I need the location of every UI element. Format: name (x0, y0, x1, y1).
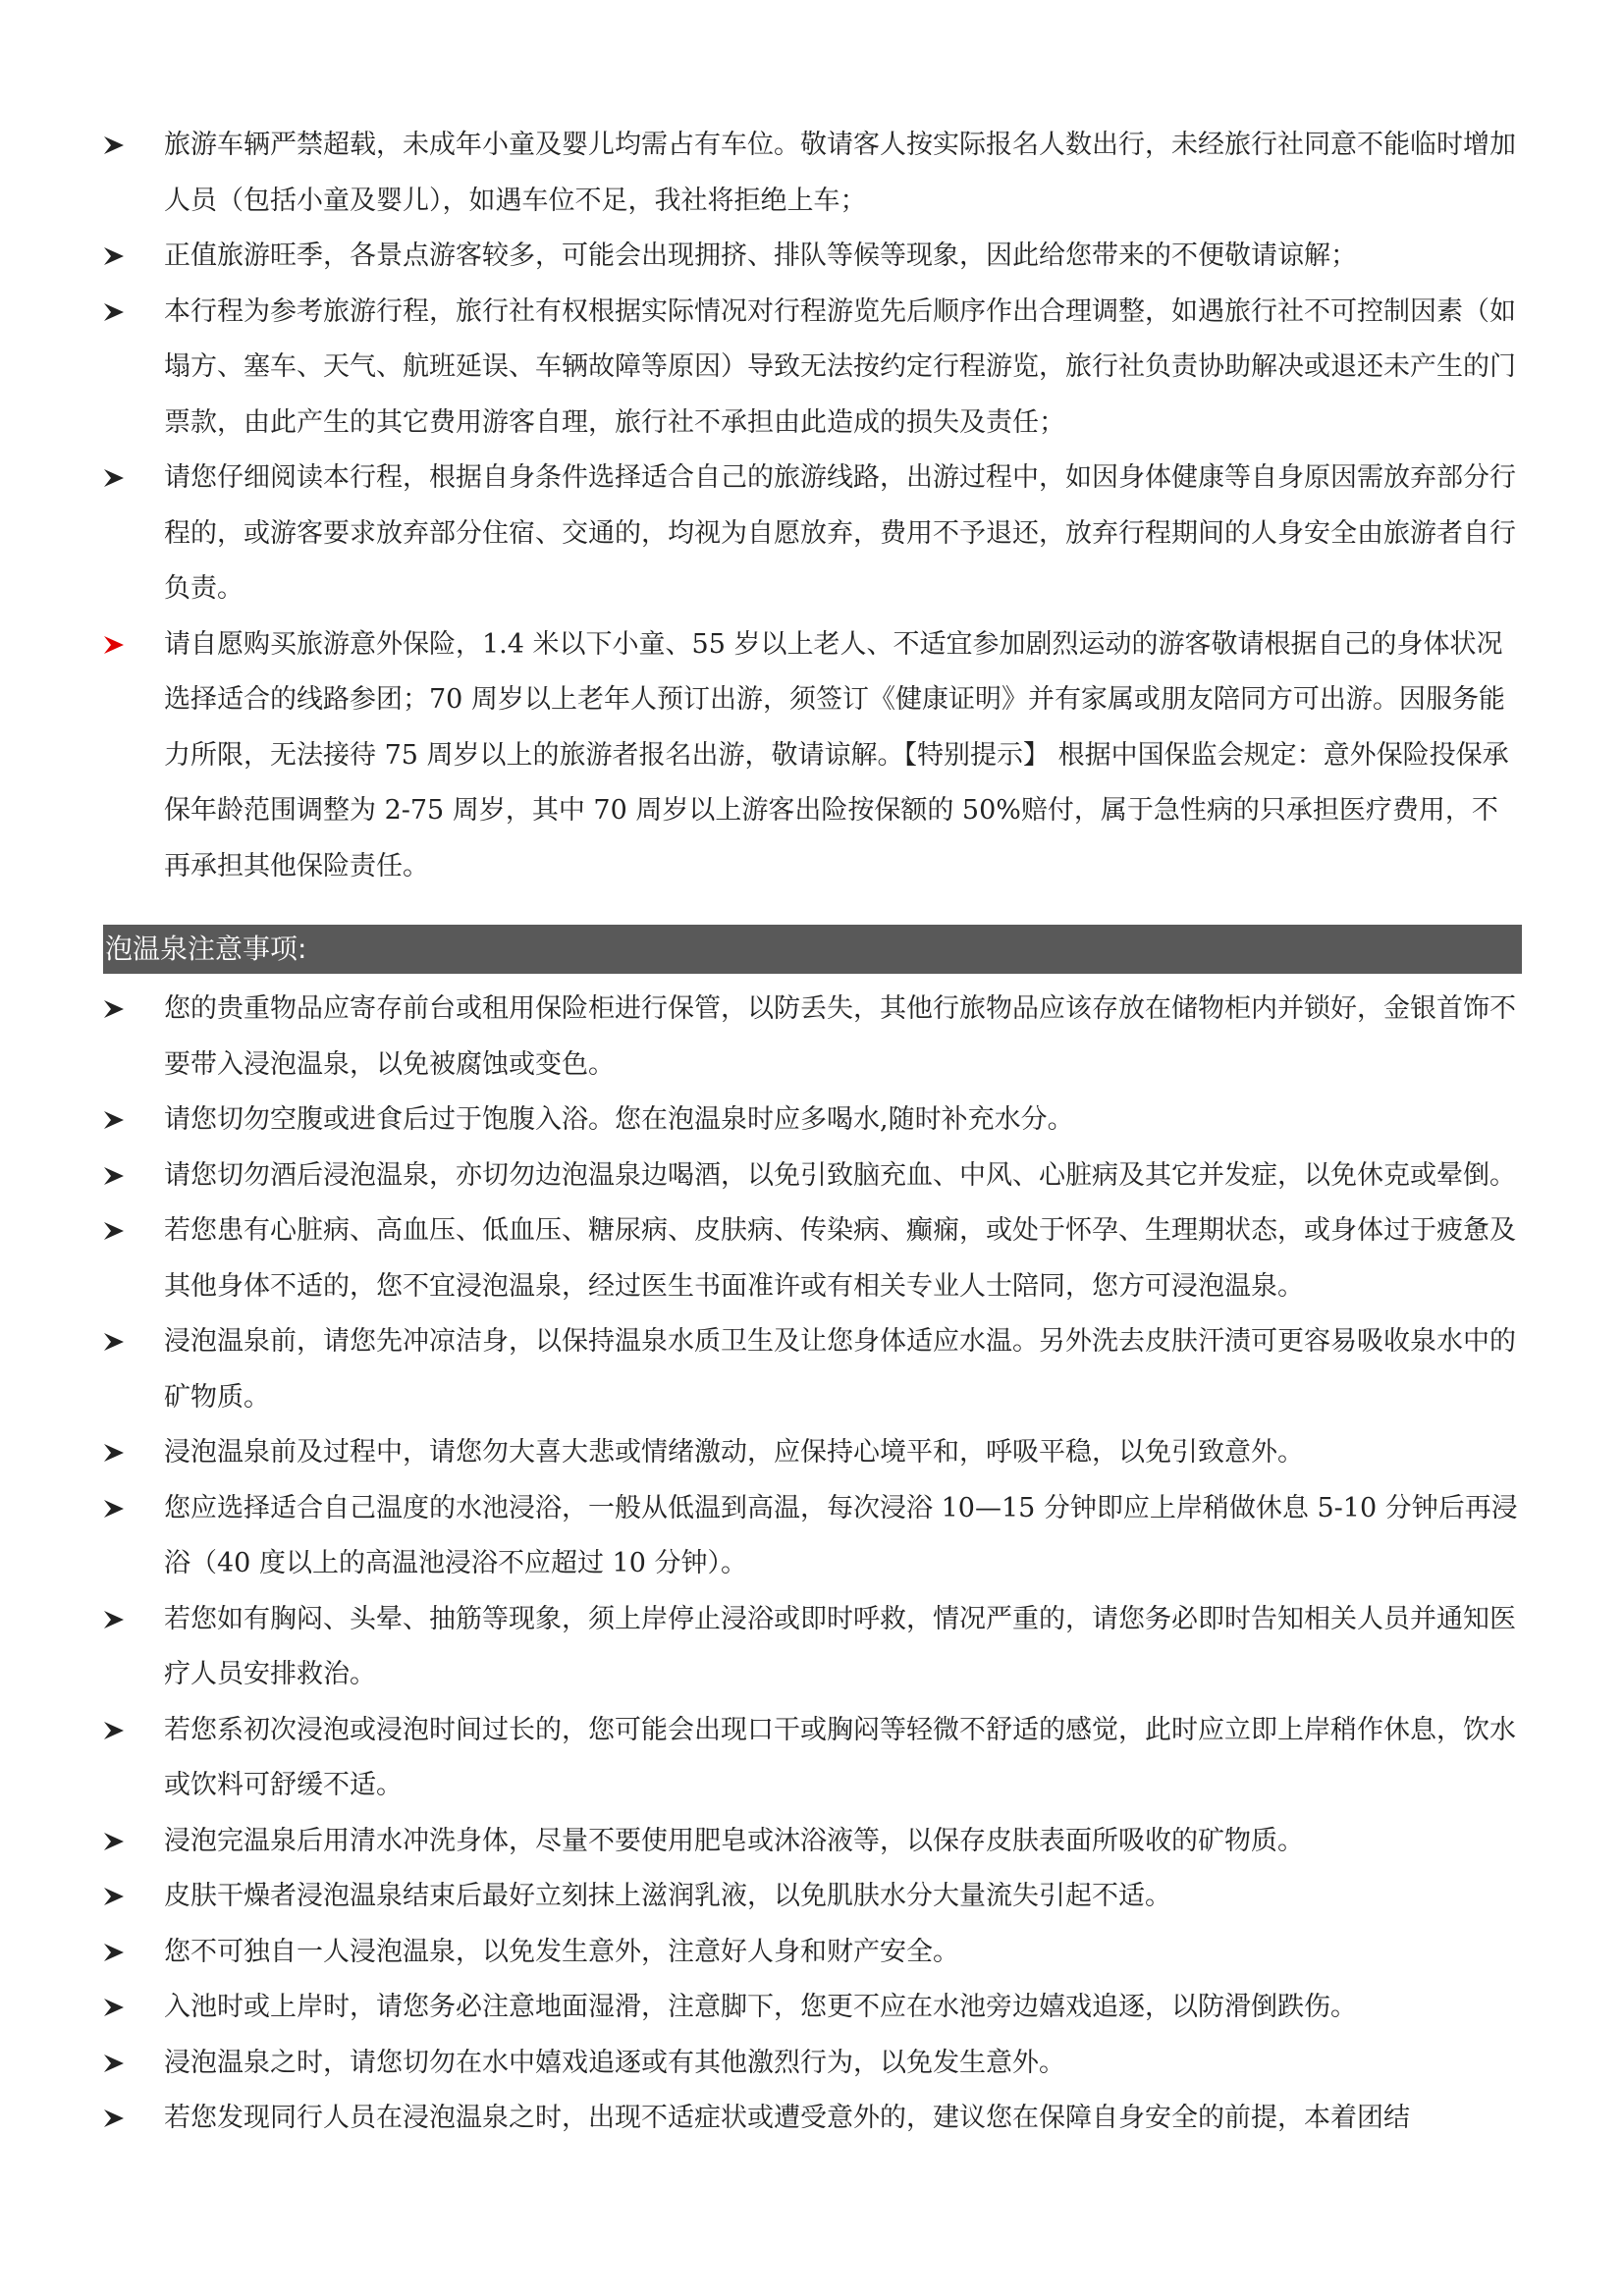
list-item-text: 浸泡完温泉后用清水冲洗身体，尽量不要使用肥皂或沐浴液等，以保存皮肤表面所吸收的矿物质。 (164, 1825, 1304, 1856)
list-item (103, 1814, 1522, 1870)
list-item-text: 您的贵重物品应寄存前台或租用保险柜进行保管，以防丢失，其他行旅物品应该存放在储物柜内并锁好，金银首饰不要带入浸泡温泉，以免被腐蚀或变色。 (164, 993, 1516, 1080)
list-item-text: 本行程为参考旅游行程，旅行社有权根据实际情况对行程游览先后顺序作出合理调整，如遇旅行社不可控制因素（如塌方、塞车、天气、航班延误、车辆故障等原因）导致无法按约定行程游览，旅行社负责协助解决或退还未产生的门票款，由此产生的其它费用游客自理，旅行社不承担由此造成的损失及责任； (164, 295, 1516, 438)
arrow-bullet-icon (103, 1148, 133, 1203)
list-item (103, 1093, 1522, 1148)
arrow-bullet-icon (103, 451, 133, 506)
list-item (103, 1314, 1522, 1425)
list-item-text: 您不可独自一人浸泡温泉，以免发生意外，注意好人身和财产安全。 (164, 1936, 959, 1967)
list-item-text: 请您切勿酒后浸泡温泉，亦切勿边泡温泉边喝酒，以免引致脑充血、中风、心脏病及其它并发症，以免休克或晕倒。 (164, 1159, 1516, 1191)
list-item (103, 1869, 1522, 1925)
list-item (103, 2036, 1522, 2092)
list-item-text: 旅游车辆严禁超载，未成年小童及婴儿均需占有车位。敬请客人按实际报名人数出行，未经旅行社同意不能临时增加人员（包括小童及婴儿），如遇车位不足，我社将拒绝上车； (164, 130, 1516, 216)
arrow-bullet-icon (103, 1314, 133, 1369)
section-title-band: 泡温泉注意事项: (103, 925, 1522, 974)
list-item-text: 若您发现同行人员在浸泡温泉之时，出现不适症状或遭受意外的，建议您在保障自身安全的前提，本着团结 (164, 2103, 1410, 2133)
list-item (103, 1425, 1522, 1481)
list-item (103, 451, 1522, 617)
list-item-text: 若您如有胸闷、头晕、抽筋等现象，须上岸停止浸浴或即时呼救，情况严重的，请您务必即时告知相关人员并通知医疗人员安排救治。 (164, 1603, 1516, 1689)
arrow-bullet-icon (103, 1980, 133, 2035)
arrow-bullet-icon (103, 2036, 133, 2091)
list-item (103, 1980, 1522, 2036)
list-item-text: 若您系初次浸泡或浸泡时间过长的，您可能会出现口干或胸闷等轻微不舒适的感觉，此时应立即上岸稍作休息，饮水或饮料可舒缓不适。 (164, 1714, 1516, 1800)
list-item (103, 1592, 1522, 1703)
arrow-bullet-icon (103, 1481, 133, 1536)
travel-notice-list (103, 118, 1522, 894)
arrow-bullet-red-icon (103, 617, 133, 672)
list-item (103, 2091, 1522, 2147)
list-item (103, 1203, 1522, 1314)
list-item-text: 请您仔细阅读本行程，根据自身条件选择适合自己的旅游线路，出游过程中，如因身体健康等自身原因需放弃部分行程的，或游客要求放弃部分住宿、交通的，均视为自愿放弃，费用不予退还，放弃行程期间的人身安全由旅游者自行负责。 (164, 462, 1516, 604)
list-item (103, 285, 1522, 452)
arrow-bullet-icon (103, 1869, 133, 1924)
arrow-bullet-icon (103, 1093, 133, 1148)
list-item (103, 1925, 1522, 1981)
list-item-text: 请您切勿空腹或进食后过于饱腹入浴。您在泡温泉时应多喝水,随时补充水分。 (164, 1104, 1074, 1135)
arrow-bullet-icon (103, 1203, 133, 1258)
list-item (103, 1703, 1522, 1814)
list-item (103, 617, 1522, 895)
list-item (103, 1148, 1522, 1204)
list-item-text: 浸泡温泉之时，请您切勿在水中嬉戏追逐或有其他激烈行为，以免发生意外。 (164, 2047, 1065, 2078)
arrow-bullet-icon (103, 1425, 133, 1480)
list-item (103, 229, 1522, 285)
arrow-bullet-icon (103, 229, 133, 284)
list-item-text: 皮肤干燥者浸泡温泉结束后最好立刻抹上滋润乳液，以免肌肤水分大量流失引起不适。 (164, 1881, 1171, 1911)
list-item-text: 入池时或上岸时，请您务必注意地面湿滑，注意脚下，您更不应在水池旁边嬉戏追逐，以防滑倒跌伤。 (164, 1992, 1357, 2022)
arrow-bullet-icon (103, 1814, 133, 1869)
arrow-bullet-icon (103, 982, 133, 1037)
list-item-text: 正值旅游旺季，各景点游客较多，可能会出现拥挤、排队等候等现象，因此给您带来的不便敬请谅解； (164, 240, 1357, 271)
arrow-bullet-icon (103, 1592, 133, 1647)
arrow-bullet-icon (103, 1925, 133, 1980)
list-item (103, 982, 1522, 1093)
arrow-bullet-icon (103, 118, 133, 173)
list-item-text: 您应选择适合自己温度的水池浸浴，一般从低温到高温，每次浸浴 10—15 分钟即应上岸稍做休息 5-10 分钟后再浸浴（40 度以上的高温池浸浴不应超过 10 分钟）。 (164, 1492, 1518, 1578)
hot-spring-notice-list (103, 982, 1522, 2147)
arrow-bullet-icon (103, 1703, 133, 1758)
list-item (103, 118, 1522, 229)
arrow-bullet-icon (103, 2091, 133, 2146)
arrow-bullet-icon (103, 285, 133, 340)
list-item-text: 若您患有心脏病、高血压、低血压、糖尿病、皮肤病、传染病、癫痫，或处于怀孕、生理期状态，或身体过于疲惫及其他身体不适的，您不宜浸泡温泉，经过医生书面准许或有相关专业人士陪同，您方可浸泡温泉。 (164, 1215, 1516, 1302)
list-item-text: 浸泡温泉前及过程中，请您勿大喜大悲或情绪激动，应保持心境平和，呼吸平稳，以免引致意外。 (164, 1437, 1304, 1468)
list-item-text: 请自愿购买旅游意外保险，1.4 米以下小童、55 岁以上老人、不适宜参加剧烈运动的游客敬请根据自己的身体状况选择适合的线路参团；70 周岁以上老年人预订出游，须签订《健康证明》并有家属或朋友陪同方可出游。因服务能力所限，无法接待 75 周岁以上的旅游者报名出游，敬请谅解。【特别提示】 根据中国保监会规定：意外保险投保承保年龄范围调整为 2-75 周岁，其中 70 周岁以上游客出险按保额的 50%赔付，属于急性病的只承担医疗费用，不再承担其他保险责任。 (164, 628, 1509, 881)
list-item-text: 浸泡温泉前，请您先冲凉洁身，以保持温泉水质卫生及让您身体适应水温。另外洗去皮肤汗渍可更容易吸收泉水中的矿物质。 (164, 1326, 1516, 1413)
list-item (103, 1481, 1522, 1592)
